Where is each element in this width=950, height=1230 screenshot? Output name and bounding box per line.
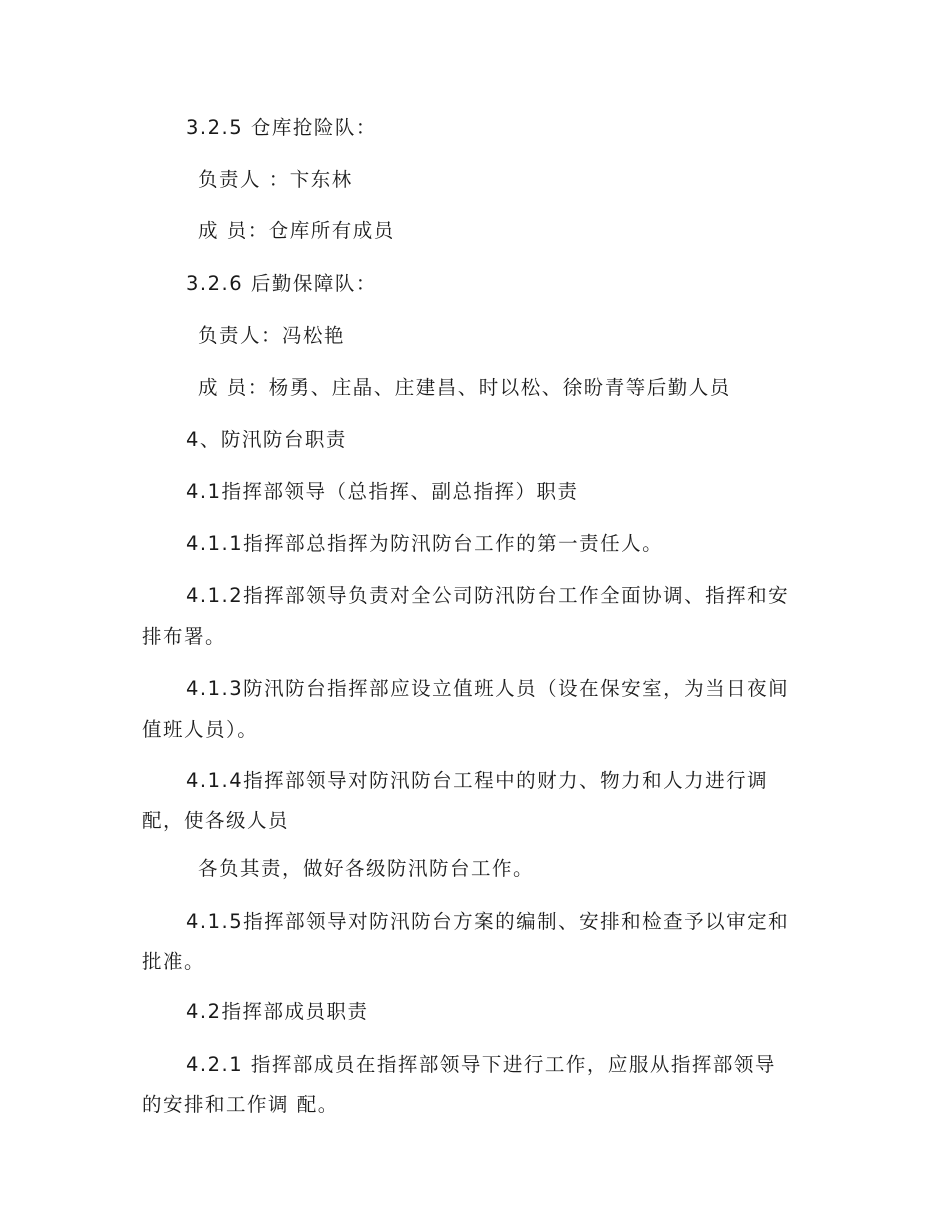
paragraph-4-1-3-line-1: 4.1.3防汛防台指挥部应设立值班人员（设在保安室，为当日夜间 [186,677,790,700]
text-line-members-1: 成 员：仓库所有成员 [198,219,395,242]
paragraph-4-1-5-line-1: 4.1.5指挥部领导对防汛防台方案的编制、安排和检查予以审定和 [186,910,790,933]
paragraph-4-1-4-line-2: 配，使各级人员 [142,809,290,832]
text-line-leader-1: 负责人 ：卞东林 [198,168,353,191]
heading-4-2: 4.2指挥部成员职责 [186,1000,369,1023]
paragraph-4-1-4-line-3: 各负其责，做好各级防汛防台工作。 [198,857,535,880]
paragraph-4-1-2-line-2: 排布署。 [142,625,227,648]
text-line-leader-2: 负责人：冯松艳 [198,324,346,347]
paragraph-4-1-1: 4.1.1指挥部总指挥为防汛防台工作的第一责任人。 [186,532,664,555]
paragraph-4-1-2-line-1: 4.1.2指挥部领导负责对全公司防汛防台工作全面协调、指挥和安 [186,584,790,607]
heading-4-1: 4.1指挥部领导（总指挥、副总指挥）职责 [186,480,579,503]
heading-section-4: 4、防汛防台职责 [186,428,347,451]
paragraph-4-1-3-line-2: 值班人员）。 [142,718,259,741]
paragraph-4-2-1-line-1: 4.2.1 指挥部成员在指挥部领导下进行工作，应服从指挥部领导 [186,1053,776,1076]
text-line-members-2: 成 员：杨勇、庄晶、庄建昌、时以松、徐昐青等后勤人员 [198,376,731,399]
paragraph-4-1-5-line-2: 批准。 [142,950,206,973]
heading-3-2-5: 3.2.5 仓库抢险队： [186,116,377,139]
heading-3-2-6: 3.2.6 后勤保障队： [186,272,377,295]
paragraph-4-2-1-line-2: 的安排和工作调 配。 [142,1093,339,1116]
paragraph-4-1-4-line-1: 4.1.4指挥部领导对防汛防台工程中的财力、物力和人力进行调 [186,769,769,792]
